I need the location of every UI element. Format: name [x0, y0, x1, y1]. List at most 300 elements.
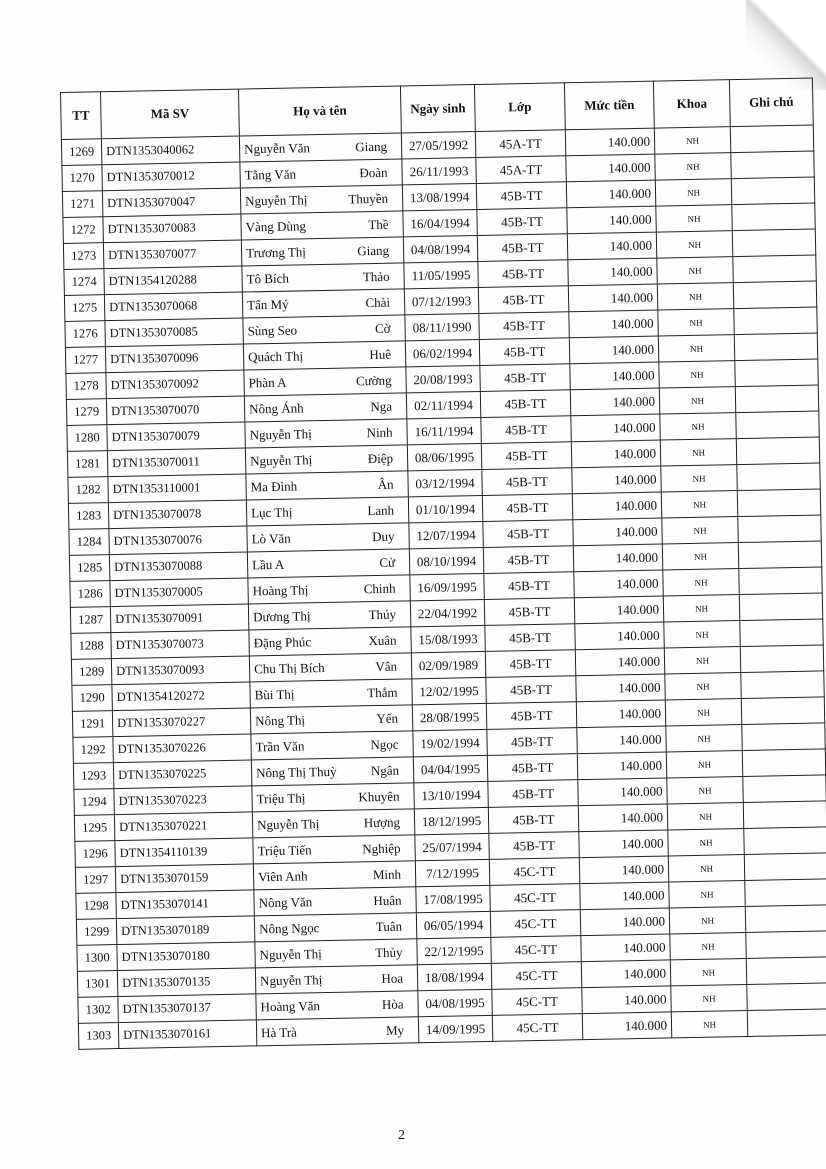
row-ma-sv: DTN1353070078	[108, 500, 246, 529]
full-name	[251, 502, 404, 521]
row-ghi-chu	[738, 541, 821, 569]
row-ghi-chu	[742, 749, 825, 777]
ten: Vân	[375, 658, 398, 674]
row-ngay-sinh: 27/05/1992	[401, 132, 475, 159]
full-name	[253, 606, 406, 625]
row-ma-sv: DTN1353070137	[118, 994, 256, 1023]
row-ho-va-ten	[254, 913, 416, 942]
row-ma-sv: DTN1353070077	[103, 240, 241, 269]
row-ho-va-ten	[249, 653, 411, 682]
full-name	[258, 892, 411, 911]
row-muc-tien: 140.000	[572, 492, 661, 520]
full-name	[248, 372, 401, 391]
row-ngay-sinh: 11/05/1995	[404, 262, 478, 289]
ten: Ninh	[366, 424, 393, 440]
ten: Cường	[355, 372, 392, 388]
row-ma-sv: DTN1353070221	[114, 812, 252, 841]
row-ngay-sinh: 12/02/1995	[412, 677, 486, 704]
row-tt: 1271	[62, 191, 102, 218]
ho-dem: Hoàng Thị	[252, 581, 309, 598]
row-khoa: NH	[664, 621, 740, 648]
row-tt: 1275	[64, 295, 104, 322]
ten: Huê	[369, 346, 392, 362]
row-ho-va-ten	[243, 315, 405, 344]
row-khoa: NH	[655, 153, 731, 180]
row-muc-tien: 140.000	[569, 336, 658, 364]
row-muc-tien: 140.000	[566, 180, 655, 208]
row-ho-va-ten	[251, 757, 413, 786]
row-ma-sv: DTN1353070096	[105, 344, 243, 373]
row-tt: 1303	[78, 1023, 118, 1050]
full-name	[251, 528, 404, 547]
row-tt: 1286	[70, 581, 110, 608]
row-ghi-chu	[738, 515, 821, 543]
row-khoa: NH	[655, 179, 731, 206]
row-khoa: NH	[663, 595, 739, 622]
row-ma-sv: DTN1353070005	[110, 578, 248, 607]
row-ghi-chu	[747, 1009, 826, 1037]
row-lop: 45B-TT	[486, 702, 576, 730]
row-lop: 45B-TT	[485, 624, 575, 652]
full-name	[260, 970, 413, 989]
row-khoa: NH	[671, 984, 747, 1011]
ho-dem: Nông Thị Thuỳ	[255, 763, 337, 780]
row-ho-va-ten	[250, 679, 412, 708]
row-ma-sv: DTN1353070070	[106, 396, 244, 425]
row-ho-va-ten	[256, 1017, 418, 1046]
row-tt: 1287	[70, 607, 110, 634]
row-ghi-chu	[741, 671, 824, 699]
row-lop: 45B-TT	[488, 806, 578, 834]
row-ma-sv: DTN1353070076	[109, 526, 247, 555]
ho-dem: Tô Bích	[246, 270, 289, 286]
row-ghi-chu	[731, 151, 814, 179]
row-lop: 45B-TT	[480, 390, 570, 418]
ho-dem: Triệu Tiến	[257, 841, 312, 858]
ten: Thuyền	[348, 190, 389, 206]
full-name	[250, 476, 403, 495]
ho-dem: Hoàng Văn	[260, 997, 321, 1014]
row-ghi-chu	[732, 229, 815, 257]
row-lop: 45C-TT	[489, 858, 579, 886]
table-body	[61, 125, 826, 1049]
header-ngay-sinh: Ngày sinh	[400, 85, 475, 133]
row-muc-tien: 140.000	[565, 128, 654, 156]
row-ho-va-ten	[242, 263, 404, 292]
row-lop: 45B-TT	[484, 598, 574, 626]
page-number: 2	[398, 1128, 405, 1143]
row-ngay-sinh: 28/08/1995	[412, 703, 486, 730]
row-ma-sv: DTN1353070161	[118, 1020, 256, 1049]
row-ghi-chu	[739, 593, 822, 621]
row-muc-tien: 140.000	[567, 232, 656, 260]
ten: Chài	[365, 294, 391, 310]
row-tt: 1290	[72, 685, 112, 712]
full-name	[259, 918, 412, 937]
row-ngay-sinh: 19/02/1994	[413, 729, 487, 756]
row-tt: 1295	[74, 815, 114, 842]
row-ngay-sinh: 08/10/1994	[409, 547, 483, 574]
row-lop: 45B-TT	[479, 312, 569, 340]
full-name	[255, 710, 408, 729]
ho-dem: Nguyễn Thị	[249, 451, 313, 468]
row-ghi-chu	[741, 697, 824, 725]
row-tt: 1283	[68, 503, 108, 530]
row-tt: 1274	[64, 269, 104, 296]
row-tt: 1296	[75, 841, 115, 868]
ho-dem: Nguyễn Thị	[244, 191, 308, 208]
full-name	[254, 658, 407, 677]
row-khoa: NH	[659, 361, 735, 388]
row-muc-tien: 140.000	[576, 674, 665, 702]
row-ma-sv: DTN1353070092	[106, 370, 244, 399]
ten: Hoa	[381, 970, 404, 986]
row-ngay-sinh: 13/08/1994	[402, 184, 476, 211]
row-lop: 45B-TT	[487, 728, 577, 756]
row-ghi-chu	[746, 931, 826, 959]
row-muc-tien: 140.000	[573, 544, 662, 572]
row-ma-sv: DTN1353070091	[110, 604, 248, 633]
ho-dem: Lục Thị	[250, 504, 293, 520]
ho-dem: Nông Thị	[254, 711, 306, 728]
row-khoa: NH	[666, 725, 742, 752]
ho-dem: Tằng Văn	[244, 165, 297, 182]
ten: Đoàn	[359, 164, 388, 180]
row-ngay-sinh: 08/11/1990	[405, 314, 479, 341]
ten: Thủy	[374, 944, 403, 960]
row-ngay-sinh: 02/09/1989	[411, 651, 485, 678]
row-muc-tien: 140.000	[582, 986, 671, 1014]
row-tt: 1279	[66, 399, 106, 426]
row-ho-va-ten	[252, 783, 414, 812]
row-lop: 45A-TT	[476, 156, 566, 184]
row-ngay-sinh: 15/08/1993	[411, 625, 485, 652]
row-tt: 1269	[61, 139, 101, 166]
row-tt: 1273	[63, 243, 103, 270]
row-khoa: NH	[656, 205, 732, 232]
row-ngay-sinh: 08/06/1995	[407, 443, 481, 470]
row-ma-sv: DTN1353070227	[112, 708, 250, 737]
row-ma-sv: DTN1353070085	[105, 318, 243, 347]
row-khoa: NH	[660, 413, 736, 440]
ten: Giang	[355, 138, 388, 154]
full-name	[249, 398, 402, 417]
row-tt: 1302	[78, 997, 118, 1024]
row-ghi-chu	[732, 203, 815, 231]
student-fee-table	[60, 78, 826, 1050]
row-ghi-chu	[733, 255, 816, 283]
row-ghi-chu	[744, 853, 826, 881]
row-muc-tien: 140.000	[577, 726, 666, 754]
row-tt: 1284	[69, 529, 109, 556]
ho-dem: Lầu A	[251, 556, 285, 572]
ten: Giang	[357, 242, 390, 258]
ten: Thề	[368, 216, 389, 232]
ho-dem: Hà Trà	[260, 1024, 297, 1040]
row-khoa: NH	[670, 932, 746, 959]
row-ma-sv: DTN1353110001	[108, 474, 246, 503]
row-ma-sv: DTN1353070079	[107, 422, 245, 451]
row-ho-va-ten	[241, 237, 403, 266]
ten: My	[385, 1022, 405, 1038]
row-lop: 45B-TT	[478, 260, 568, 288]
row-ngay-sinh: 22/04/1992	[410, 599, 484, 626]
row-ngay-sinh: 12/07/1994	[409, 521, 483, 548]
full-name	[257, 840, 410, 859]
row-ho-va-ten	[253, 861, 415, 890]
ho-dem: Trương Thị	[245, 243, 307, 260]
row-ma-sv: DTN1353070011	[107, 448, 245, 477]
row-khoa: NH	[666, 751, 742, 778]
row-lop: 45B-TT	[488, 780, 578, 808]
row-lop: 45B-TT	[477, 234, 567, 262]
row-ngay-sinh: 04/08/1994	[403, 236, 477, 263]
row-ngay-sinh: 02/11/1994	[406, 391, 480, 418]
row-muc-tien: 140.000	[575, 622, 664, 650]
row-khoa: NH	[669, 880, 745, 907]
row-ngay-sinh: 04/08/1995	[418, 989, 492, 1016]
row-muc-tien: 140.000	[568, 284, 657, 312]
row-ghi-chu	[740, 645, 823, 673]
row-ghi-chu	[742, 723, 825, 751]
ten: Hượng	[363, 814, 401, 830]
row-muc-tien: 140.000	[581, 934, 670, 962]
row-ma-sv: DTN1354120272	[112, 682, 250, 711]
row-ho-va-ten	[248, 601, 410, 630]
row-muc-tien: 140.000	[567, 206, 656, 234]
row-ma-sv: DTN1353070135	[117, 968, 255, 997]
row-ho-va-ten	[246, 497, 408, 526]
row-ho-va-ten	[243, 341, 405, 370]
row-ghi-chu	[744, 827, 826, 855]
row-ho-va-ten	[240, 159, 402, 188]
row-khoa: NH	[670, 958, 746, 985]
row-muc-tien: 140.000	[574, 596, 663, 624]
header-ghi-chu: Ghi chú	[729, 78, 813, 127]
row-ma-sv: DTN1353070141	[116, 890, 254, 919]
row-ma-sv: DTN1353070083	[103, 214, 241, 243]
row-ghi-chu	[736, 411, 819, 439]
row-muc-tien: 140.000	[570, 388, 659, 416]
row-tt: 1300	[77, 945, 117, 972]
row-khoa: NH	[667, 777, 743, 804]
row-khoa: NH	[671, 1010, 747, 1037]
row-tt: 1276	[65, 321, 105, 348]
row-khoa: NH	[665, 699, 741, 726]
row-khoa: NH	[659, 387, 735, 414]
row-ngay-sinh: 22/12/1995	[417, 937, 491, 964]
row-khoa: NH	[658, 335, 734, 362]
ten: Duy	[372, 528, 395, 544]
row-khoa: NH	[665, 673, 741, 700]
row-lop: 45B-TT	[483, 520, 573, 548]
row-muc-tien: 140.000	[571, 440, 660, 468]
header-ma-sv: Mã SV	[101, 89, 240, 139]
row-muc-tien: 140.000	[574, 570, 663, 598]
row-ho-va-ten	[245, 445, 407, 474]
row-muc-tien: 140.000	[573, 518, 662, 546]
ten: Ngọc	[370, 736, 399, 752]
row-tt: 1280	[67, 425, 107, 452]
ten: Tuân	[375, 918, 403, 934]
ho-dem: Phàn A	[248, 374, 287, 390]
ten: Cờ	[374, 320, 391, 336]
ho-dem: Đặng Phúc	[253, 633, 312, 650]
full-name	[250, 450, 403, 469]
row-tt: 1294	[74, 789, 114, 816]
row-ho-va-ten	[239, 133, 401, 162]
row-ma-sv: DTN1353070223	[114, 786, 252, 815]
row-ngay-sinh: 01/10/1994	[408, 495, 482, 522]
row-khoa: NH	[664, 647, 740, 674]
row-ma-sv: DTN1354120288	[104, 266, 242, 295]
full-name	[256, 762, 409, 781]
ho-dem: Nguyễn Thị	[249, 425, 312, 442]
ho-dem: Vàng Dùng	[245, 217, 307, 234]
row-ma-sv: DTN1353070047	[102, 188, 240, 217]
row-tt: 1285	[69, 555, 109, 582]
row-khoa: NH	[657, 257, 733, 284]
row-lop: 45A-TT	[475, 130, 565, 158]
row-ho-va-ten	[250, 705, 412, 734]
row-muc-tien: 140.000	[569, 310, 658, 338]
row-khoa: NH	[668, 829, 744, 856]
row-muc-tien: 140.000	[577, 752, 666, 780]
row-ngay-sinh: 26/11/1993	[402, 158, 476, 185]
row-tt: 1301	[77, 971, 117, 998]
row-ngay-sinh: 16/11/1994	[407, 417, 481, 444]
row-lop: 45B-TT	[480, 364, 570, 392]
row-lop: 45C-TT	[492, 1014, 582, 1042]
row-muc-tien: 140.000	[568, 258, 657, 286]
row-lop: 45B-TT	[484, 572, 574, 600]
ho-dem: Quách Thị	[247, 347, 304, 364]
ten: Khuyên	[358, 788, 400, 804]
row-ma-sv: DTN1353070073	[111, 630, 249, 659]
row-khoa: NH	[656, 231, 732, 258]
ten: Xuân	[368, 632, 397, 648]
row-ho-va-ten	[252, 809, 414, 838]
row-muc-tien: 140.000	[571, 414, 660, 442]
row-tt: 1291	[72, 711, 112, 738]
row-tt: 1282	[68, 477, 108, 504]
full-name	[246, 268, 399, 287]
row-lop: 45B-TT	[485, 650, 575, 678]
row-tt: 1270	[62, 165, 102, 192]
row-ho-va-ten	[244, 367, 406, 396]
row-tt: 1281	[67, 451, 107, 478]
ho-dem: Nông Văn	[258, 893, 313, 910]
row-muc-tien: 140.000	[572, 466, 661, 494]
row-ho-va-ten	[246, 471, 408, 500]
row-ho-va-ten	[255, 939, 417, 968]
row-ho-va-ten	[244, 393, 406, 422]
row-lop: 45B-TT	[487, 754, 577, 782]
ten: Hòa	[381, 996, 404, 1012]
row-lop: 45B-TT	[486, 676, 576, 704]
row-lop: 45B-TT	[483, 546, 573, 574]
row-tt: 1293	[73, 763, 113, 790]
row-ngay-sinh: 07/12/1993	[404, 288, 478, 315]
row-muc-tien: 140.000	[579, 856, 668, 884]
full-name	[253, 632, 406, 651]
row-tt: 1272	[63, 217, 103, 244]
row-ghi-chu	[745, 879, 826, 907]
row-ma-sv: DTN1353070189	[116, 916, 254, 945]
row-ma-sv: DTN1353070159	[115, 864, 253, 893]
row-muc-tien: 140.000	[578, 778, 667, 806]
row-ho-va-ten	[247, 549, 409, 578]
row-tt: 1278	[66, 373, 106, 400]
ho-dem: Triệu Thị	[256, 789, 306, 806]
row-ngay-sinh: 13/10/1994	[414, 781, 488, 808]
row-khoa: NH	[661, 491, 737, 518]
ho-dem: Nguyễn Văn	[243, 139, 311, 156]
ho-dem: Nguyễn Thị	[259, 945, 322, 962]
full-name	[258, 866, 411, 885]
full-name	[246, 242, 399, 261]
ho-dem: Lò Văn	[251, 530, 291, 546]
row-ngay-sinh: 20/08/1993	[406, 365, 480, 392]
row-ghi-chu	[739, 567, 822, 595]
row-tt: 1299	[76, 919, 116, 946]
row-khoa: NH	[654, 127, 730, 154]
row-ghi-chu	[733, 281, 816, 309]
row-ho-va-ten	[240, 185, 402, 214]
row-ho-va-ten	[256, 991, 418, 1020]
row-ghi-chu	[737, 463, 820, 491]
ten: Thắm	[367, 684, 398, 700]
full-name	[257, 814, 410, 833]
row-ma-sv: DTN1353040062	[101, 136, 239, 165]
row-khoa: NH	[661, 465, 737, 492]
ten: Cử	[379, 554, 396, 570]
row-muc-tien: 140.000	[582, 1012, 671, 1040]
ho-dem: Nguyễn Thị	[259, 971, 323, 988]
ten: Ân	[377, 476, 394, 492]
row-khoa: NH	[662, 517, 738, 544]
full-name	[252, 580, 405, 599]
row-ghi-chu	[735, 359, 818, 387]
row-ngay-sinh: 18/08/1994	[417, 963, 491, 990]
row-khoa: NH	[663, 569, 739, 596]
row-muc-tien: 140.000	[580, 908, 669, 936]
row-ngay-sinh: 7/12/1995	[415, 859, 489, 886]
row-ho-va-ten	[255, 965, 417, 994]
ho-dem: Sùng Seo	[247, 321, 298, 338]
row-khoa: NH	[660, 439, 736, 466]
row-lop: 45B-TT	[479, 338, 569, 366]
ten: Ngân	[370, 762, 400, 778]
page-curl-shadow	[746, 0, 826, 90]
header-muc-tien: Mức tiền	[564, 81, 654, 130]
ho-dem: Nguyễn Thị	[256, 815, 320, 832]
full-name	[259, 944, 412, 963]
row-ho-va-ten	[249, 627, 411, 656]
row-lop: 45C-TT	[491, 962, 581, 990]
ten: Minh	[372, 866, 402, 882]
row-ghi-chu	[737, 489, 820, 517]
row-muc-tien: 140.000	[570, 362, 659, 390]
row-ghi-chu	[734, 307, 817, 335]
row-ma-sv: DTN1353070226	[113, 734, 251, 763]
row-lop: 45C-TT	[491, 936, 581, 964]
full-name	[245, 216, 398, 235]
row-ma-sv: DTN1353070068	[104, 292, 242, 321]
row-muc-tien: 140.000	[576, 700, 665, 728]
row-lop: 45B-TT	[478, 286, 568, 314]
full-name	[254, 684, 407, 703]
